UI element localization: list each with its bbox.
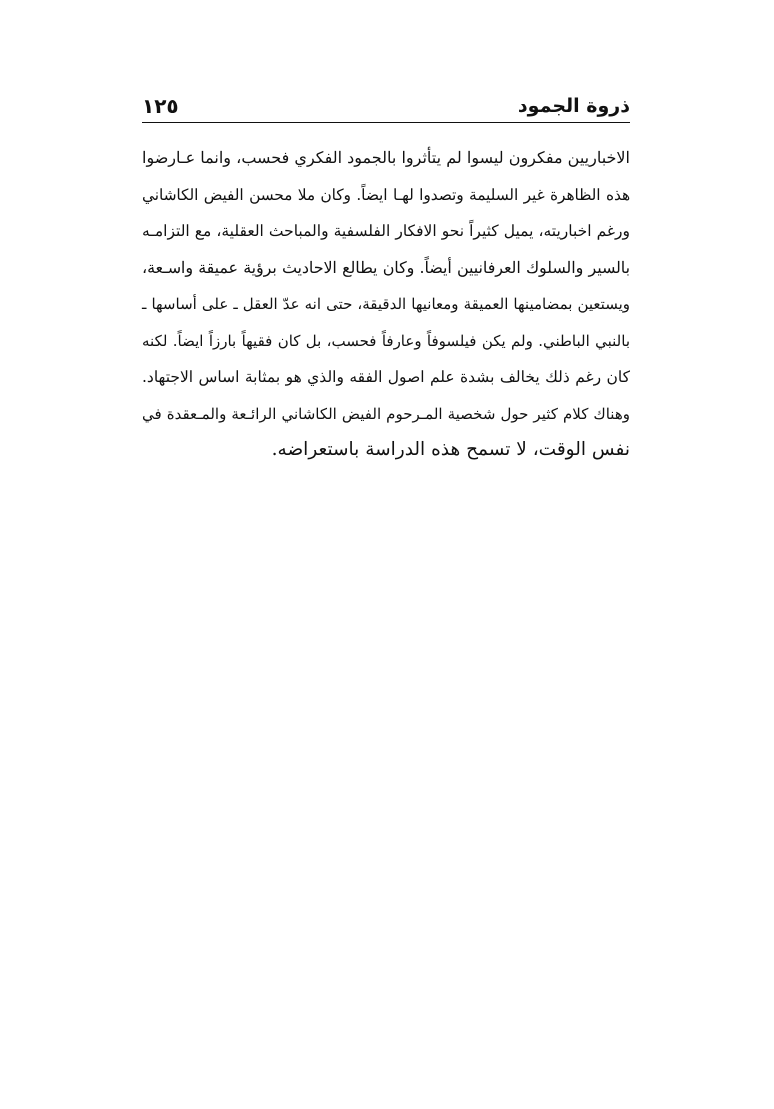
text-line: ويستعين بمضامينها العميقة ومعانيها الدقيقة، حتى انه عدّ العقل ـ على أساسها ـ [142,295,630,313]
page-number: ١٢٥ [142,94,179,118]
text-line: بالسير والسلوك العرفانيين أيضاً. وكان يطالع الاحاديث برؤية عميقة واسـعة، [142,257,630,277]
text-line: نفس الوقت، لا تسمح هذه الدراسة باستعراضه. [271,439,630,460]
page-header [142,84,630,118]
text-line: هذه الظاهرة غير السليمة وتصدوا لهـا ايضاً. وكان ملا محسن الفيض الكاشاني [142,185,630,204]
body-paragraph [142,140,630,469]
text-line: وهناك كلام كثير حول شخصية المـرحوم الفيض الكاشاني الرائـعة والمـعقدة في [142,404,630,423]
running-title: ذروة الجمود [517,95,630,117]
text-line: ورغم اخباريته، يميل كثيراً نحو الافكار الفلسفية والمباحث العقلية، مع التزامـه [142,222,630,240]
header-rule [142,122,630,123]
text-line: كان رغم ذلك يخالف بشدة علم اصول الفقه والذي هو بمثابة اساس الاجتهاد. [142,368,630,386]
text-line: الاخباريين مفكرون ليسوا لم يتأثروا بالجمود الفكري فحسب، وانما عـارضوا [142,148,630,167]
text-line: بالنبي الباطني. ولم يكن فيلسوفاً وعارفاً فحسب، بل كان فقيهاً بارزاً ايضاً. لكنه [142,331,630,350]
